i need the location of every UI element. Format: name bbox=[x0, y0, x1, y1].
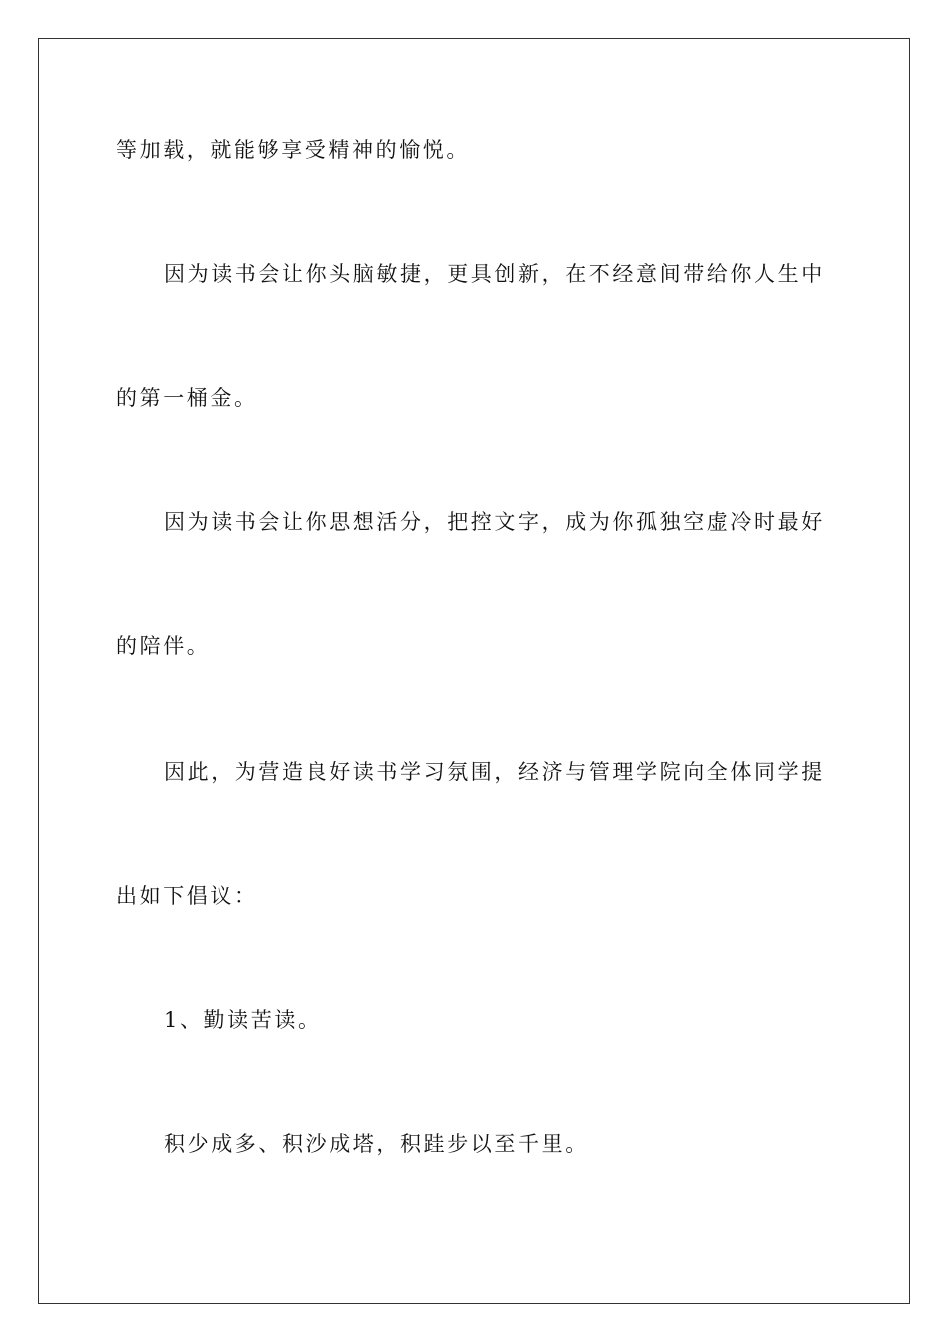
text-line: 的第一桶金。 bbox=[116, 386, 258, 410]
paragraph-line: 因为读书会让你头脑敏捷，更具创新，在不经意间带给你人生中 bbox=[164, 262, 825, 286]
paragraph-line: 积少成多、积沙成塔，积跬步以至千里。 bbox=[164, 1132, 589, 1156]
list-item-heading: 1、勤读苦读。 bbox=[164, 1008, 322, 1032]
paragraph-line: 因为读书会让你思想活分，把控文字，成为你孤独空虚冷时最好 bbox=[164, 510, 825, 534]
page-border bbox=[38, 38, 910, 1304]
text-line: 出如下倡议： bbox=[116, 884, 258, 908]
paragraph-line: 因此，为营造良好读书学习氛围，经济与管理学院向全体同学提 bbox=[164, 760, 825, 784]
text-line: 等加载，就能够享受精神的愉悦。 bbox=[116, 138, 470, 162]
text-line: 的陪伴。 bbox=[116, 634, 211, 658]
